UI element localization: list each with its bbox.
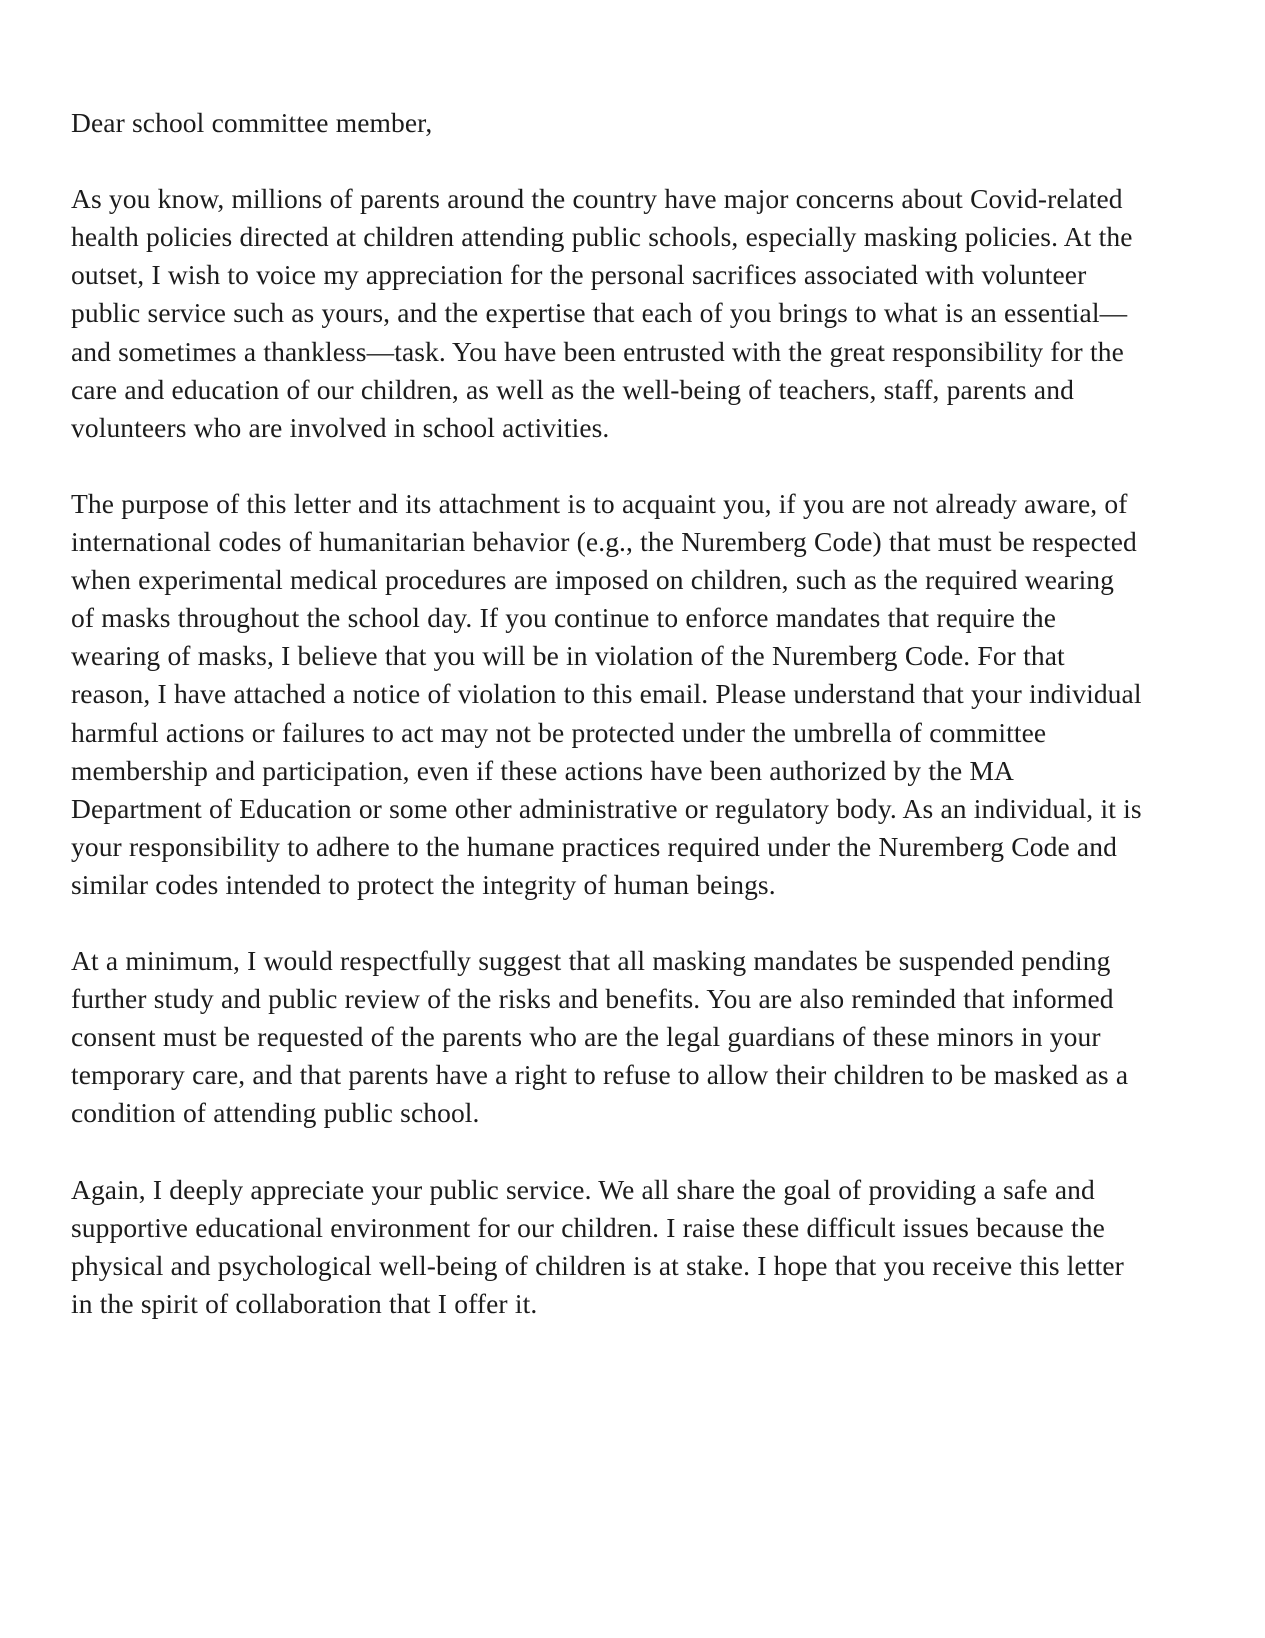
- letter-paragraph-2: The purpose of this letter and its attachment is to acquaint you, if you are not already aware, of international codes of humanitarian behavior (e.g., the Nuremberg Code) that must be respected when experimental medical procedures are imposed on children, such as the required wearing of masks throughout the school day. If you continue to enforce mandates that require the wearing of masks, I believe that you will be in violation of the Nuremberg Code. For that reason, I have attached a notice of violation to this email. Please understand that your individual harmful actions or failures to act may not be protected under the umbrella of committee membership and participation, even if these actions have been authorized by the MA Department of Education or some other administrative or regulatory body. As an individual, it is your responsibility to adhere to the humane practices required under the Nuremberg Code and similar codes intended to protect the integrity of human beings.: [71, 487, 1149, 900]
- letter-paragraph-4: Again, I deeply appreciate your public service. We all share the goal of providing a safe and supportive educational environment for our children. I raise these difficult issues because the physical and psychological well-being of children is at stake. I hope that you receive this letter in the spirit of collaboration that I offer it.: [71, 1173, 1132, 1319]
- letter-salutation: Dear school committee member,: [71, 107, 433, 138]
- letter-paragraph-1: As you know, millions of parents around the country have major concerns about Covid-related health policies directed at children attending public schools, especially masking policies. At the outset, I wish to voice my appreciation for the personal sacrifices associated with volunteer public service such as yours, and the expertise that each of you brings to what is an essential—and sometimes a thankless—task. You have been entrusted with the great responsibility for the care and education of our children, as well as the well-being of teachers, staff, parents and volunteers who are involved in school activities.: [71, 183, 1140, 443]
- letter-paragraph-3: At a minimum, I would respectfully suggest that all masking mandates be suspended pending further study and public review of the risks and benefits. You are also reminded that informed consent must be requested of the parents who are the legal guardians of these minors in your temporary care, and that parents have a right to refuse to allow their children to be masked as a condition of attending public school.: [71, 945, 1136, 1129]
- letter-body: [71, 104, 1149, 1323]
